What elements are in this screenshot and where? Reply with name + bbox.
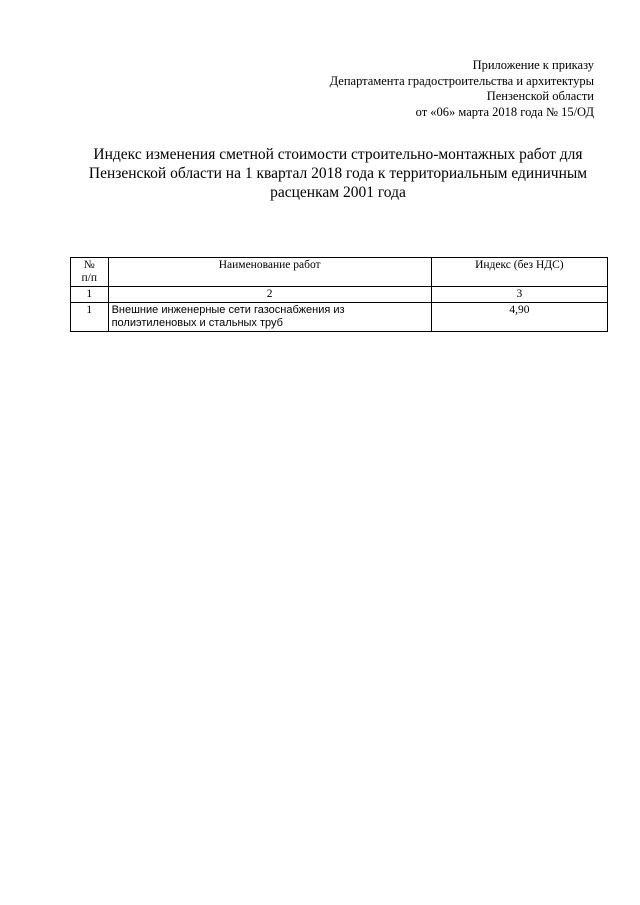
row-work-name-cell [108,303,431,332]
title-line-1: Индекс изменения сметной стоимости строительно-монтажных работ для [93,146,583,163]
header-line-order-date: от «06» марта 2018 года № 15/ОД [415,104,594,119]
column-number-1: 1 [71,287,109,303]
table-row [71,303,608,332]
column-number-row [71,287,608,303]
header-cell-number [71,258,109,287]
works-index-table [70,257,608,332]
table-header-row [71,258,608,287]
title-line-3: расценкам 2001 года [270,184,406,201]
title-line-2: Пензенской области на 1 квартал 2018 года к территориальным единичным [88,165,588,182]
header-line-region: Пензенской области [486,89,594,103]
header-number-abbrev: п/п [81,272,98,284]
row-work-name-line-2: полиэтиленовых и стальных труб [111,317,283,329]
header-number-symbol: № [83,259,95,271]
header-line-department: Департамента градостроительства и архитектуры [329,73,594,88]
header-cell-index: Индекс (без НДС) [431,258,607,287]
document-title [64,145,612,202]
row-work-name-line-1: Внешние инженерные сети газоснабжения из [111,304,345,316]
column-number-2: 2 [108,287,431,303]
row-number-cell: 1 [71,303,109,332]
order-appendix-header [330,58,594,120]
column-number-3: 3 [431,287,607,303]
row-index-value-cell: 4,90 [431,303,607,332]
header-cell-work-name: Наименование работ [108,258,431,287]
header-line-appendix: Приложение к приказу [472,58,594,72]
